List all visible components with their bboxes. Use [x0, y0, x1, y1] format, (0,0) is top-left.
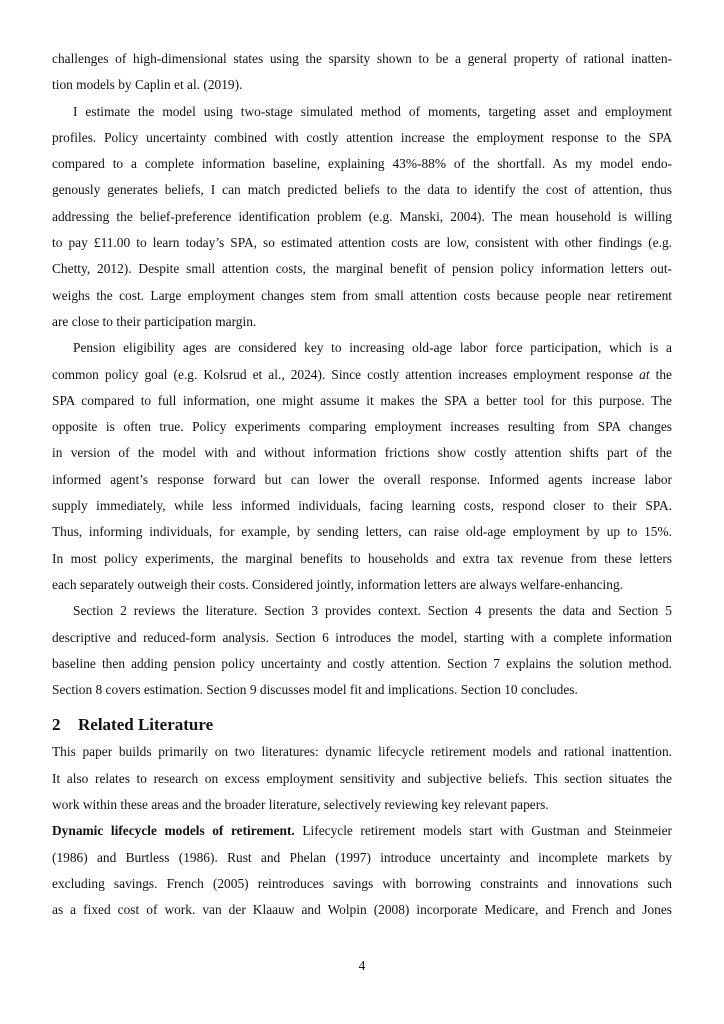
text-line: excluding savings. French (2005) reintroduces savings with borrowing constraints and innovations such — [52, 875, 672, 891]
text-line: to pay £11.00 to learn today’s SPA, so estimated attention costs are low, consistent with other findings (e.g. — [52, 235, 672, 251]
text-line: supply immediately, while less informed individuals, facing learning costs, respond closer to their SPA. — [52, 498, 672, 514]
page-number: 4 — [358, 958, 366, 973]
text-line: informed agent’s response forward but can lower the overall response. Informed agents increase labor — [52, 471, 672, 487]
text-line: each separately outweigh their costs. Considered jointly, information letters are always welfare-enhancing. — [52, 576, 624, 592]
italic-emphasis: at — [639, 366, 650, 382]
section-title: Related Literature — [78, 715, 214, 735]
text-span: common policy goal (e.g. Kolsrud et al., 2024). Since costly attention increases employment response — [52, 366, 640, 382]
text-line: It also relates to research on excess employment sensitivity and subjective beliefs. This section situates the — [52, 770, 672, 786]
text-line: profiles. Policy uncertainty combined with costly attention increase the employment response to the SPA — [52, 129, 672, 145]
text-line: Section 8 covers estimation. Section 9 discusses model fit and implications. Section 10 concludes. — [52, 682, 578, 698]
section-heading — [52, 707, 672, 743]
paragraph-lifecycle-models — [52, 818, 672, 923]
text-line: This paper builds primarily on two literatures: dynamic lifecycle retirement models and rational inattention. — [52, 744, 672, 760]
text-line: Pension eligibility ages are considered key to increasing old-age labor force participation, which is a — [73, 340, 672, 356]
text-line: opposite is often true. Policy experiments comparing employment increases resulting from SPA changes — [52, 419, 672, 435]
text-line: SPA compared to full information, one might assume it makes the SPA a better tool for this purpose. The — [52, 392, 672, 408]
section-number: 2 — [52, 715, 61, 735]
text-line: tion models by Caplin et al. (2019). — [52, 77, 243, 93]
text-line: In most policy experiments, the marginal benefits to households and extra tax revenue from these letters — [52, 550, 672, 566]
text-line: genously generates beliefs, I can match predicted beliefs to the data to identify the cost of attention, thus — [52, 182, 672, 198]
paragraph-pension-ages — [52, 335, 672, 598]
text-line — [52, 818, 672, 844]
text-line: in version of the model with and without information frictions show costly attention shifts part of the — [52, 445, 672, 461]
text-line: baseline then adding pension policy uncertainty and costly attention. Section 7 explains the solution method. — [52, 655, 672, 671]
paragraph-outline — [52, 598, 672, 703]
text-span: the — [649, 366, 672, 382]
document-body — [52, 46, 672, 924]
text-span: Lifecycle retirement models start with Gustman and Steinmeier — [294, 823, 672, 839]
text-line: as a fixed cost of work. van der Klaauw and Wolpin (2008) incorporate Medicare, and French and Jones — [52, 902, 672, 918]
text-line: addressing the belief-preference identification problem (e.g. Manski, 2004). The mean household is willing — [52, 208, 672, 224]
text-line: descriptive and reduced-form analysis. Section 6 introduces the model, starting with a complete information — [52, 629, 672, 645]
text-line: Chetty, 2012). Despite small attention costs, the marginal benefit of pension policy information letters out- — [52, 261, 672, 277]
text-line: weighs the cost. Large employment changes stem from small attention costs because people near retirement — [52, 287, 672, 303]
text-line: I estimate the model using two-stage simulated method of moments, targeting asset and employment — [73, 103, 672, 119]
paragraph-intro-continued — [52, 46, 672, 99]
text-line: compared to a complete information baseline, explaining 43%-88% of the shortfall. As my model endo- — [52, 156, 672, 172]
text-line: work within these areas and the broader literature, selectively reviewing key relevant papers. — [52, 797, 549, 813]
text-line: Thus, informing individuals, for example, by sending letters, can raise old-age employment by up to 15%. — [52, 524, 672, 540]
paragraph-literature-intro — [52, 739, 672, 818]
paragraph-lead: Dynamic lifecycle models of retirement. — [52, 823, 295, 839]
paragraph-estimation — [52, 99, 672, 336]
text-line: Section 2 reviews the literature. Section 3 provides context. Section 4 presents the data and Section 5 — [73, 603, 672, 619]
text-line — [52, 362, 672, 388]
text-line: (1986) and Burtless (1986). Rust and Phelan (1997) introduce uncertainty and incomplete markets by — [52, 849, 672, 865]
text-line: are close to their participation margin. — [52, 313, 257, 329]
text-line: challenges of high-dimensional states using the sparsity shown to be a general property of rational inatten- — [52, 51, 672, 66]
